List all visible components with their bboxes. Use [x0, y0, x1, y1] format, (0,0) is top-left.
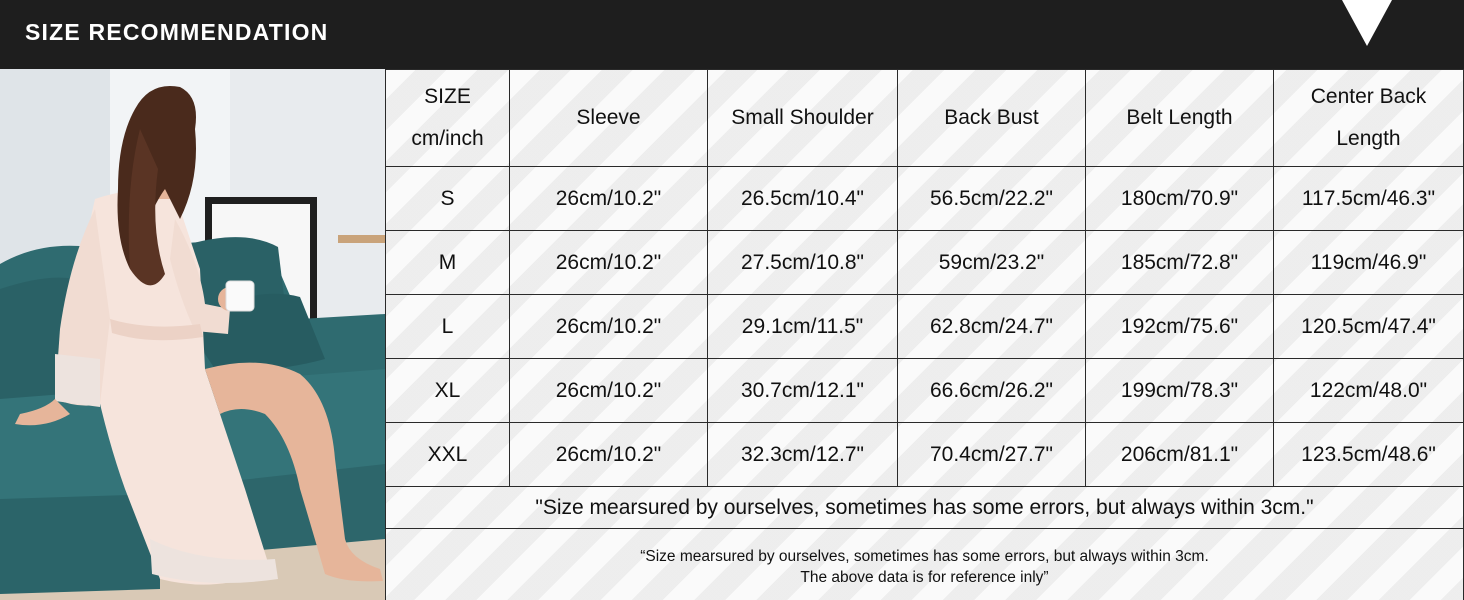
reference-footer — [386, 529, 1464, 600]
sleeve-cell: 26cm/10.2" — [510, 359, 708, 423]
measurement-note: "Size mearsured by ourselves, sometimes has some errors, but always within 3cm." — [386, 487, 1464, 529]
center-back-length-cell: 117.5cm/46.3" — [1274, 167, 1464, 231]
column-header-center-back-length — [1274, 70, 1464, 167]
small-shoulder-cell: 32.3cm/12.7" — [708, 423, 898, 487]
column-header-small-shoulder: Small Shoulder — [708, 70, 898, 167]
small-shoulder-cell: 29.1cm/11.5" — [708, 295, 898, 359]
belt-length-cell: 199cm/78.3" — [1086, 359, 1274, 423]
sleeve-cell: 26cm/10.2" — [510, 167, 708, 231]
reference-footer-row — [386, 529, 1464, 600]
size-cell: S — [386, 167, 510, 231]
back-bust-cell: 59cm/23.2" — [898, 231, 1086, 295]
column-header-size-line: SIZE cm/inch — [411, 85, 484, 150]
size-cell: XXL — [386, 423, 510, 487]
page-title: SIZE RECOMMENDATION — [25, 19, 329, 45]
center-back-length-cell: 119cm/46.9" — [1274, 231, 1464, 295]
table-row — [386, 167, 1464, 231]
back-bust-cell: 56.5cm/22.2" — [898, 167, 1086, 231]
table-row — [386, 423, 1464, 487]
back-bust-cell: 66.6cm/26.2" — [898, 359, 1086, 423]
sleeve-cell: 26cm/10.2" — [510, 423, 708, 487]
center-back-length-cell: 123.5cm/48.6" — [1274, 423, 1464, 487]
small-shoulder-cell: 30.7cm/12.1" — [708, 359, 898, 423]
column-header-center-back-length-line: Center Back Length — [1310, 85, 1427, 150]
size-table — [385, 69, 1464, 600]
column-header-belt-length: Belt Length — [1086, 70, 1274, 167]
belt-length-cell: 206cm/81.1" — [1086, 423, 1274, 487]
table-row — [386, 359, 1464, 423]
header-bar — [0, 0, 1464, 69]
footer-line-1: “Size mearsured by ourselves, sometimes has some errors, but always within 3cm. — [640, 548, 1209, 565]
sleeve-cell: 26cm/10.2" — [510, 295, 708, 359]
model-in-robe-photo — [0, 69, 385, 600]
column-header-sleeve: Sleeve — [510, 70, 708, 167]
column-header-size — [386, 70, 510, 167]
size-cell: XL — [386, 359, 510, 423]
belt-length-cell: 185cm/72.8" — [1086, 231, 1274, 295]
back-bust-cell: 62.8cm/24.7" — [898, 295, 1086, 359]
table-header-row — [386, 70, 1464, 167]
column-header-back-bust: Back Bust — [898, 70, 1086, 167]
belt-length-cell: 192cm/75.6" — [1086, 295, 1274, 359]
center-back-length-cell: 120.5cm/47.4" — [1274, 295, 1464, 359]
chevron-down-icon — [1342, 0, 1392, 46]
back-bust-cell: 70.4cm/27.7" — [898, 423, 1086, 487]
footer-line-2: The above data is for reference inly” — [800, 569, 1049, 586]
table-row — [386, 231, 1464, 295]
small-shoulder-cell: 26.5cm/10.4" — [708, 167, 898, 231]
table-row — [386, 295, 1464, 359]
size-cell: M — [386, 231, 510, 295]
small-shoulder-cell: 27.5cm/10.8" — [708, 231, 898, 295]
size-chart — [385, 69, 1464, 600]
size-cell: L — [386, 295, 510, 359]
measurement-note-row — [386, 487, 1464, 529]
sleeve-cell: 26cm/10.2" — [510, 231, 708, 295]
belt-length-cell: 180cm/70.9" — [1086, 167, 1274, 231]
photo-illustration — [0, 69, 385, 600]
center-back-length-cell: 122cm/48.0" — [1274, 359, 1464, 423]
